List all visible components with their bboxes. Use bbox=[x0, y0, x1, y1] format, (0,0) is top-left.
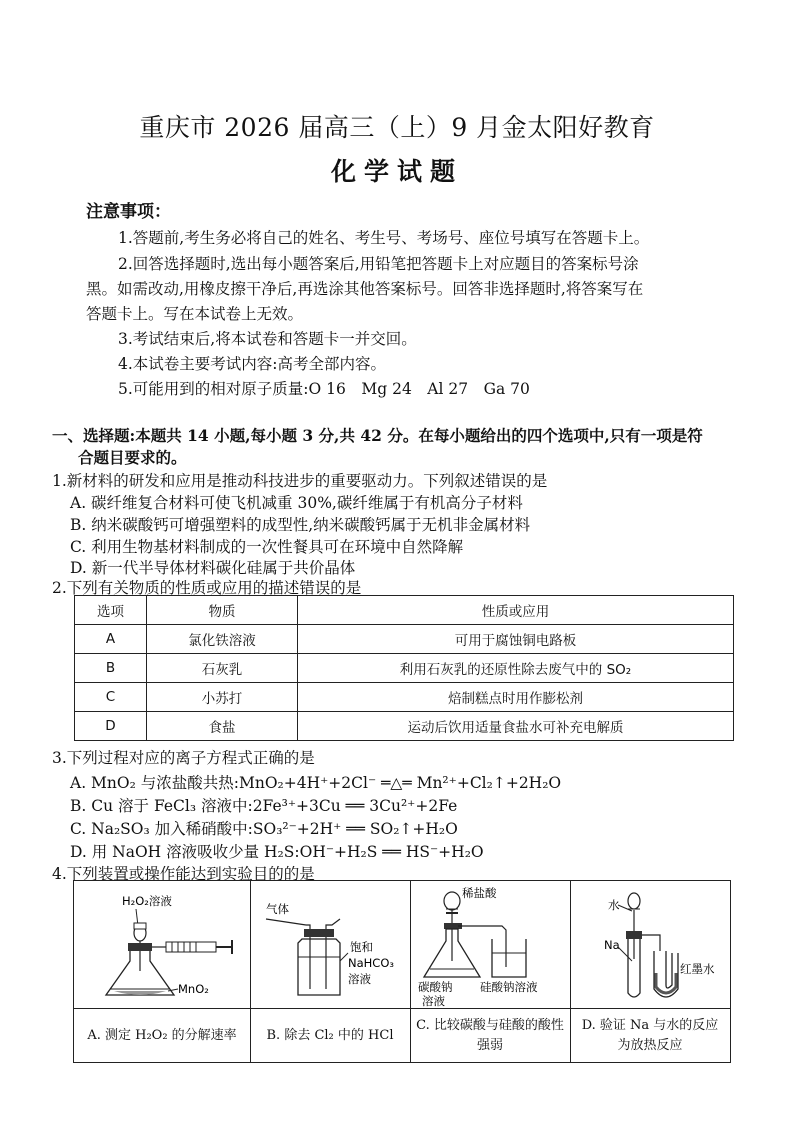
apparatus-caption-b: B. 除去 Cl₂ 中的 HCl bbox=[250, 1008, 410, 1062]
q1-option-d: D. 新一代半导体材料碳化硅属于共价晶体 bbox=[70, 559, 356, 577]
apparatus-label: 硅酸钠溶液 bbox=[480, 980, 538, 994]
exam-title: 重庆市 2026 届高三（上）9 月金太阳好教育 bbox=[139, 113, 655, 142]
apparatus-label: 水 bbox=[608, 898, 620, 912]
q3-option-b: B. Cu 溶于 FeCl₃ 溶液中:2Fe³⁺+3Cu ══ 3Cu²⁺+2Fe bbox=[70, 797, 458, 815]
q1-option-b: B. 纳米碳酸钙可增强塑料的成型性,纳米碳酸钙属于无机非金属材料 bbox=[70, 516, 531, 534]
apparatus-caption-d: D. 验证 Na 与水的反应为放热反应 bbox=[570, 1008, 730, 1062]
section-heading: 一、选择题:本题共 14 小题,每小题 3 分,共 42 分。在每小题给出的四个选项中,只有一项是符 bbox=[52, 426, 703, 445]
gas-washing-bottle-diagram bbox=[250, 881, 410, 1008]
test-tube-u-tube-diagram bbox=[570, 881, 730, 1008]
apparatus-panel-a bbox=[74, 881, 251, 1062]
table-cell: 利用石灰乳的还原性除去废气中的 SO₂ bbox=[298, 654, 734, 683]
subject-title: 化学试题 bbox=[330, 157, 463, 186]
notice-heading: 注意事项： bbox=[86, 202, 171, 222]
notice-item-2-end: 答题卡上。写在本试卷上无效。 bbox=[86, 305, 304, 323]
q1-option-a: A. 碳纤维复合材料可使飞机减重 30%,碳纤维属于有机高分子材料 bbox=[70, 494, 523, 512]
table-row bbox=[75, 712, 734, 741]
table-row bbox=[75, 654, 734, 683]
funnel-flask-beaker-diagram bbox=[410, 881, 570, 1008]
table-cell: B bbox=[75, 654, 147, 683]
apparatus-label: 饱和 bbox=[350, 940, 373, 954]
table-header: 选项 bbox=[75, 596, 147, 625]
apparatus-label: 气体 bbox=[266, 902, 289, 916]
table-row bbox=[75, 683, 734, 712]
table-cell: A bbox=[75, 625, 147, 654]
apparatus-panel-c bbox=[410, 881, 571, 1062]
apparatus-label: 碳酸钠 bbox=[418, 980, 453, 994]
table-header: 性质或应用 bbox=[298, 596, 734, 625]
table-cell: 可用于腐蚀铜电路板 bbox=[298, 625, 734, 654]
q2-table bbox=[74, 595, 734, 741]
table-row bbox=[75, 625, 734, 654]
apparatus-panel-b bbox=[250, 881, 411, 1062]
apparatus-label: MnO₂ bbox=[178, 982, 209, 996]
table-header: 物质 bbox=[147, 596, 298, 625]
table-cell: 石灰乳 bbox=[147, 654, 298, 683]
table-cell: D bbox=[75, 712, 147, 741]
q2-stem: 2.下列有关物质的性质或应用的描述错误的是 bbox=[52, 579, 362, 597]
notice-item-3: 3.考试结束后,将本试卷和答题卡一并交回。 bbox=[118, 330, 417, 348]
q1-option-c: C. 利用生物基材料制成的一次性餐具可在环境中自然降解 bbox=[70, 538, 464, 556]
table-cell: 运动后饮用适量食盐水可补充电解质 bbox=[298, 712, 734, 741]
q1-stem: 1.新材料的研发和应用是推动科技进步的重要驱动力。下列叙述错误的是 bbox=[52, 472, 548, 490]
table-cell: 氯化铁溶液 bbox=[147, 625, 298, 654]
notice-item-1: 1.答题前,考生务必将自己的姓名、考生号、考场号、座位号填写在答题卡上。 bbox=[118, 229, 650, 247]
apparatus-label: Na bbox=[604, 938, 620, 952]
apparatus-label: H₂O₂溶液 bbox=[122, 894, 172, 908]
q3-stem: 3.下列过程对应的离子方程式正确的是 bbox=[52, 749, 315, 767]
notice-item-5: 5.可能用到的相对原子质量:O 16 Mg 24 Al 27 Ga 70 bbox=[118, 380, 530, 398]
table-cell: 焙制糕点时用作膨松剂 bbox=[298, 683, 734, 712]
q3-option-a: A. MnO₂ 与浓盐酸共热:MnO₂+4H⁺+2Cl⁻ ═△═ Mn²⁺+Cl₂↑+2H₂O bbox=[70, 774, 562, 792]
table-cell: 小苏打 bbox=[147, 683, 298, 712]
apparatus-label: 溶液 bbox=[348, 972, 371, 986]
q4-stem: 4.下列装置或操作能达到实验目的的是 bbox=[52, 865, 315, 883]
apparatus-table bbox=[73, 880, 731, 1063]
section-heading-cont: 合题目要求的。 bbox=[78, 448, 187, 467]
apparatus-panel-d bbox=[570, 881, 730, 1062]
q3-option-d: D. 用 NaOH 溶液吸收少量 H₂S:OH⁻+H₂S ══ HS⁻+H₂O bbox=[70, 843, 484, 861]
flask-syringe-diagram bbox=[74, 881, 250, 1008]
table-cell: 食盐 bbox=[147, 712, 298, 741]
notice-item-2: 2.回答选择题时,选出每小题答案后,用铅笔把答题卡上对应题目的答案标号涂 bbox=[118, 255, 639, 273]
table-cell: C bbox=[75, 683, 147, 712]
apparatus-label: 红墨水 bbox=[680, 962, 715, 976]
apparatus-label: 稀盐酸 bbox=[462, 886, 497, 900]
table-header-row bbox=[75, 596, 734, 625]
notice-item-4: 4.本试卷主要考试内容:高考全部内容。 bbox=[118, 355, 387, 373]
apparatus-label: NaHCO₃ bbox=[348, 956, 394, 970]
apparatus-caption-c: C. 比较碳酸与硅酸的酸性强弱 bbox=[410, 1008, 570, 1062]
apparatus-caption-a: A. 测定 H₂O₂ 的分解速率 bbox=[74, 1008, 250, 1062]
apparatus-label: 溶液 bbox=[422, 994, 445, 1008]
q3-option-c: C. Na₂SO₃ 加入稀硝酸中:SO₃²⁻+2H⁺ ══ SO₂↑+H₂O bbox=[70, 820, 458, 838]
notice-item-2-cont: 黑。如需改动,用橡皮擦干净后,再选涂其他答案标号。回答非选择题时,将答案写在 bbox=[86, 280, 644, 298]
